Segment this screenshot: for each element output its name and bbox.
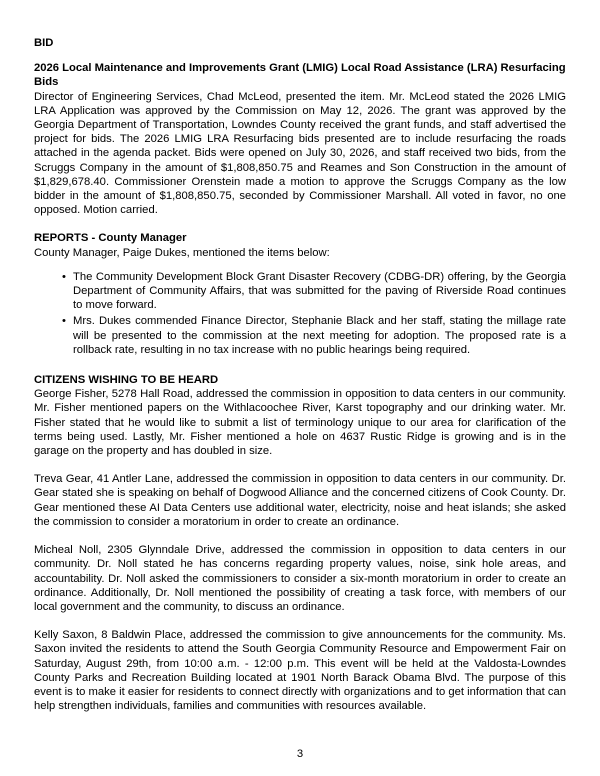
citizen-paragraph: George Fisher, 5278 Hall Road, addressed the commission in opposition to data centers in our community. Mr. Fisher mentioned papers on the Withlacoochee River, Karst topography and our drinking water. Mr. Fisher stated that he would like to submit a list of terminology unique to our area for clarification of the terms being used. Lastly, Mr. Fisher mentioned a hole on 4637 Rustic Ridge is growing and is in the garage on the property and has doubled in size. bbox=[34, 388, 566, 458]
reports-list bbox=[34, 270, 566, 357]
citizens-heading: CITIZENS WISHING TO BE HEARD bbox=[34, 374, 219, 387]
bid-body: Director of Engineering Services, Chad McLeod, presented the item. Mr. McLeod stated the 2026 LMIG LRA Application was approved by the Commission on May 12, 2026. The grant was approved by the Georgia Department of Transportation, Lowndes County received the grant funds, and staff advertised the project for bids. The 2026 LMIG LRA Resurfacing bids presented are to include resurfacing the roads attached in the agenda packet. Bids were opened on July 30, 2026, and staff received two bids, from the Scruggs Company in the amount of $1,808,850.75 and Reames and Son Construction in the amount of $1,829,678.40. Commissioner Orenstein made a motion to approve the Scruggs Company as the low bidder in the amount of $1,808,850.75, seconded by Commissioner Marshall. All voted in favor, no one opposed. Motion carried. bbox=[34, 90, 566, 217]
reports-intro: County Manager, Paige Dukes, mentioned the items below: bbox=[34, 246, 330, 259]
bid-title: 2026 Local Maintenance and Improvements Grant (LMIG) Local Road Assistance (LRA) Resurfacing Bids bbox=[34, 62, 566, 89]
list-item-text: The Community Development Block Grant Disaster Recovery (CDBG-DR) offering, by the Georgia Department of Community Affairs, that was submitted for the paving of Riverside Road continues to move forward. bbox=[73, 270, 566, 312]
list-item bbox=[62, 314, 566, 357]
bullet-icon: • bbox=[62, 270, 66, 283]
document-page bbox=[34, 36, 566, 713]
list-item bbox=[62, 270, 566, 313]
bullet-icon: • bbox=[62, 315, 66, 328]
list-item-text: Mrs. Dukes commended Finance Director, Stephanie Black and her staff, stating the millage rate will be presented to the commission at the next meeting for adoption. The proposed rate is a rollback rate, resulting in no tax increase with no public hearings being required. bbox=[73, 315, 566, 356]
page-number: 3 bbox=[296, 748, 304, 760]
reports-heading: REPORTS - County Manager bbox=[34, 232, 187, 245]
citizen-paragraph: Kelly Saxon, 8 Baldwin Place, addressed the commission to give announcements for the community. Ms. Saxon invited the residents to attend the South Georgia Community Resource and Empowerment Fair on Saturday, August 29th, from 10:00 a.m. - 12:00 p.m. This event will be held at the Valdosta-Lowndes County Parks and Recreation Building located at 1901 North Barack Obama Blvd. The purpose of this event is to make it easier for residents to connect directly with organizations and to get information that can help strengthen individuals, families and communities with resources available. bbox=[34, 629, 566, 713]
citizen-paragraph: Treva Gear, 41 Antler Lane, addressed the commission in opposition to data centers in our community. Dr. Gear stated she is speaking on behalf of Dogwood Alliance and the concerned citizens of Cook County. Dr. Gear mentioned these AI Data Centers use additional water, electricity, noise and heat islands; she asked the commission to consider a moratorium in order to create an ordinance. bbox=[34, 473, 566, 528]
citizen-paragraph: Micheal Noll, 2305 Glynndale Drive, addressed the commission in opposition to data centers in our community. Dr. Noll stated he has concerns regarding property values, noise, sink hole areas, and accountability. Dr. Noll asked the commissioners to consider a six-month moratorium in order to create an ordinance. Additionally, Dr. Noll mentioned the possibility of creating a task force, with members of our local government and the community, to discuss an ordinance. bbox=[34, 544, 566, 613]
bid-heading: BID bbox=[34, 37, 54, 49]
